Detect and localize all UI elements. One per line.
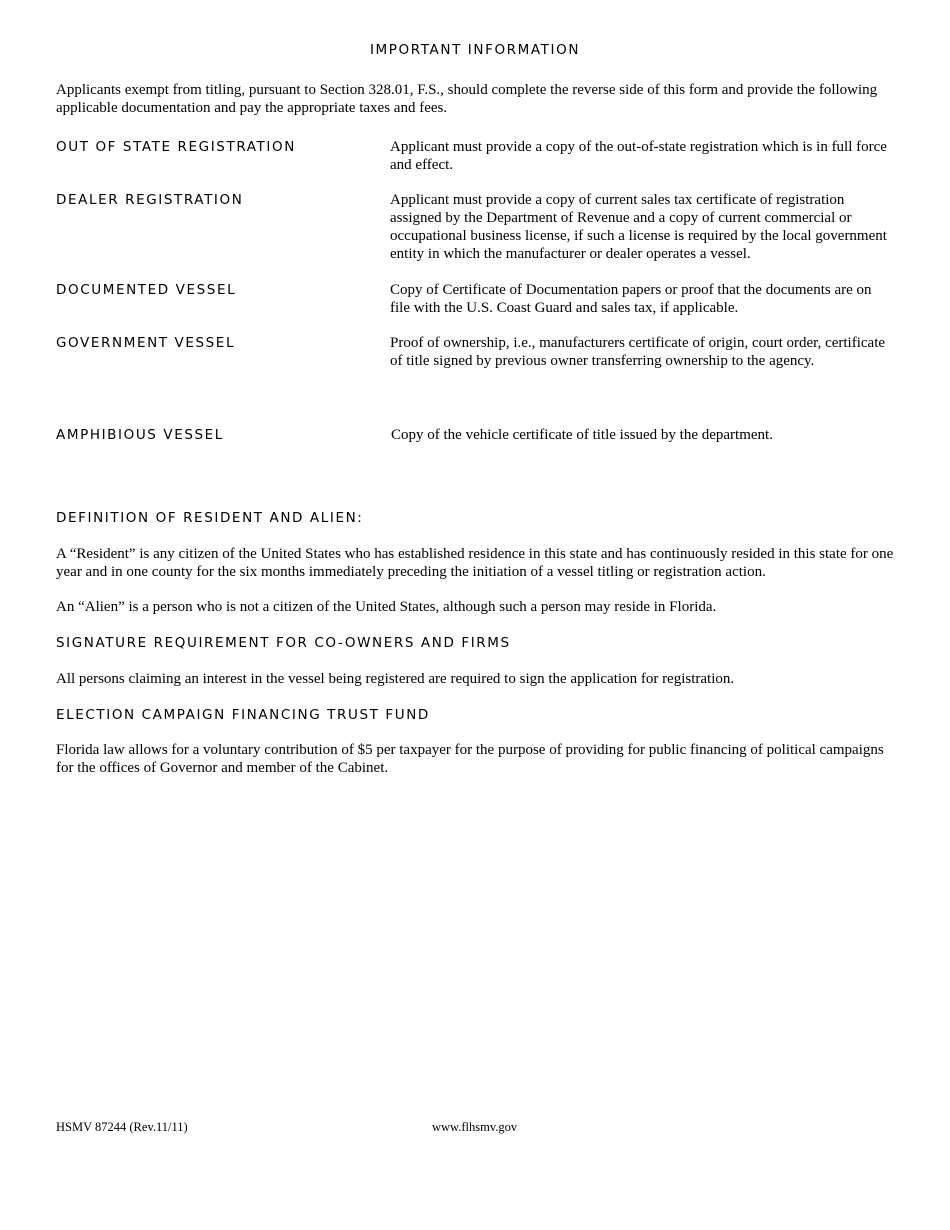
signature-heading: SIGNATURE REQUIREMENT FOR CO-OWNERS AND FIRMS — [56, 635, 511, 651]
exemption-desc-government: Proof of ownership, i.e., manufacturers certificate of origin, court order, certificate of title signed by previous owner transferring ownership to the agency. — [390, 335, 886, 369]
exemption-desc-amphibious: Copy of the vehicle certificate of title issued by the department. — [391, 427, 773, 443]
election-text: Florida law allows for a voluntary contribution of $5 per taxpayer for the purpose of providing for public financing of political campaigns for the offices of Governor and member of the Cabinet. — [56, 742, 884, 776]
form-number: HSMV 87244 (Rev.11/11) — [56, 1120, 188, 1134]
definitions-heading: DEFINITION OF RESIDENT AND ALIEN: — [56, 510, 364, 526]
exemption-label-documented: DOCUMENTED VESSEL — [56, 282, 237, 298]
intro-paragraph: Applicants exempt from titling, pursuant to Section 328.01, F.S., should complete the reverse side of this form and provide the following applicable documentation and pay the appropriate taxes and fees. — [56, 82, 878, 116]
website-link: www.flhsmv.gov — [432, 1120, 518, 1134]
exemption-label-out-of-state: OUT OF STATE REGISTRATION — [56, 139, 296, 155]
alien-definition: An “Alien” is a person who is not a citizen of the United States, although such a person may reside in Florida. — [56, 599, 717, 615]
signature-text: All persons claiming an interest in the vessel being registered are required to sign the application for registration. — [56, 671, 735, 687]
exemption-desc-documented: Copy of Certificate of Documentation papers or proof that the documents are on file with the U.S. Coast Guard and sales tax, if applicable. — [390, 282, 872, 316]
exemption-label-government: GOVERNMENT VESSEL — [56, 335, 236, 351]
exemption-label-dealer: DEALER REGISTRATION — [56, 192, 244, 208]
exemption-label-amphibious: AMPHIBIOUS VESSEL — [56, 427, 224, 443]
election-heading: ELECTION CAMPAIGN FINANCING TRUST FUND — [56, 707, 430, 723]
resident-definition: A “Resident” is any citizen of the United States who has established residence in this state and has continuously resided in this state for one year and in one county for the six months immediately preceding the initiation of a vessel titling or registration action. — [56, 546, 894, 580]
exemption-desc-out-of-state: Applicant must provide a copy of the out-of-state registration which is in full force and effect. — [390, 139, 887, 173]
page-title: IMPORTANT INFORMATION — [369, 42, 581, 58]
exemption-desc-dealer: Applicant must provide a copy of current sales tax certificate of registration assigned by the Department of Revenue and a copy of current commercial or occupational business license, if such a license is required by the local government entity in which the manufacturer or dealer operates a vessel. — [390, 192, 887, 262]
